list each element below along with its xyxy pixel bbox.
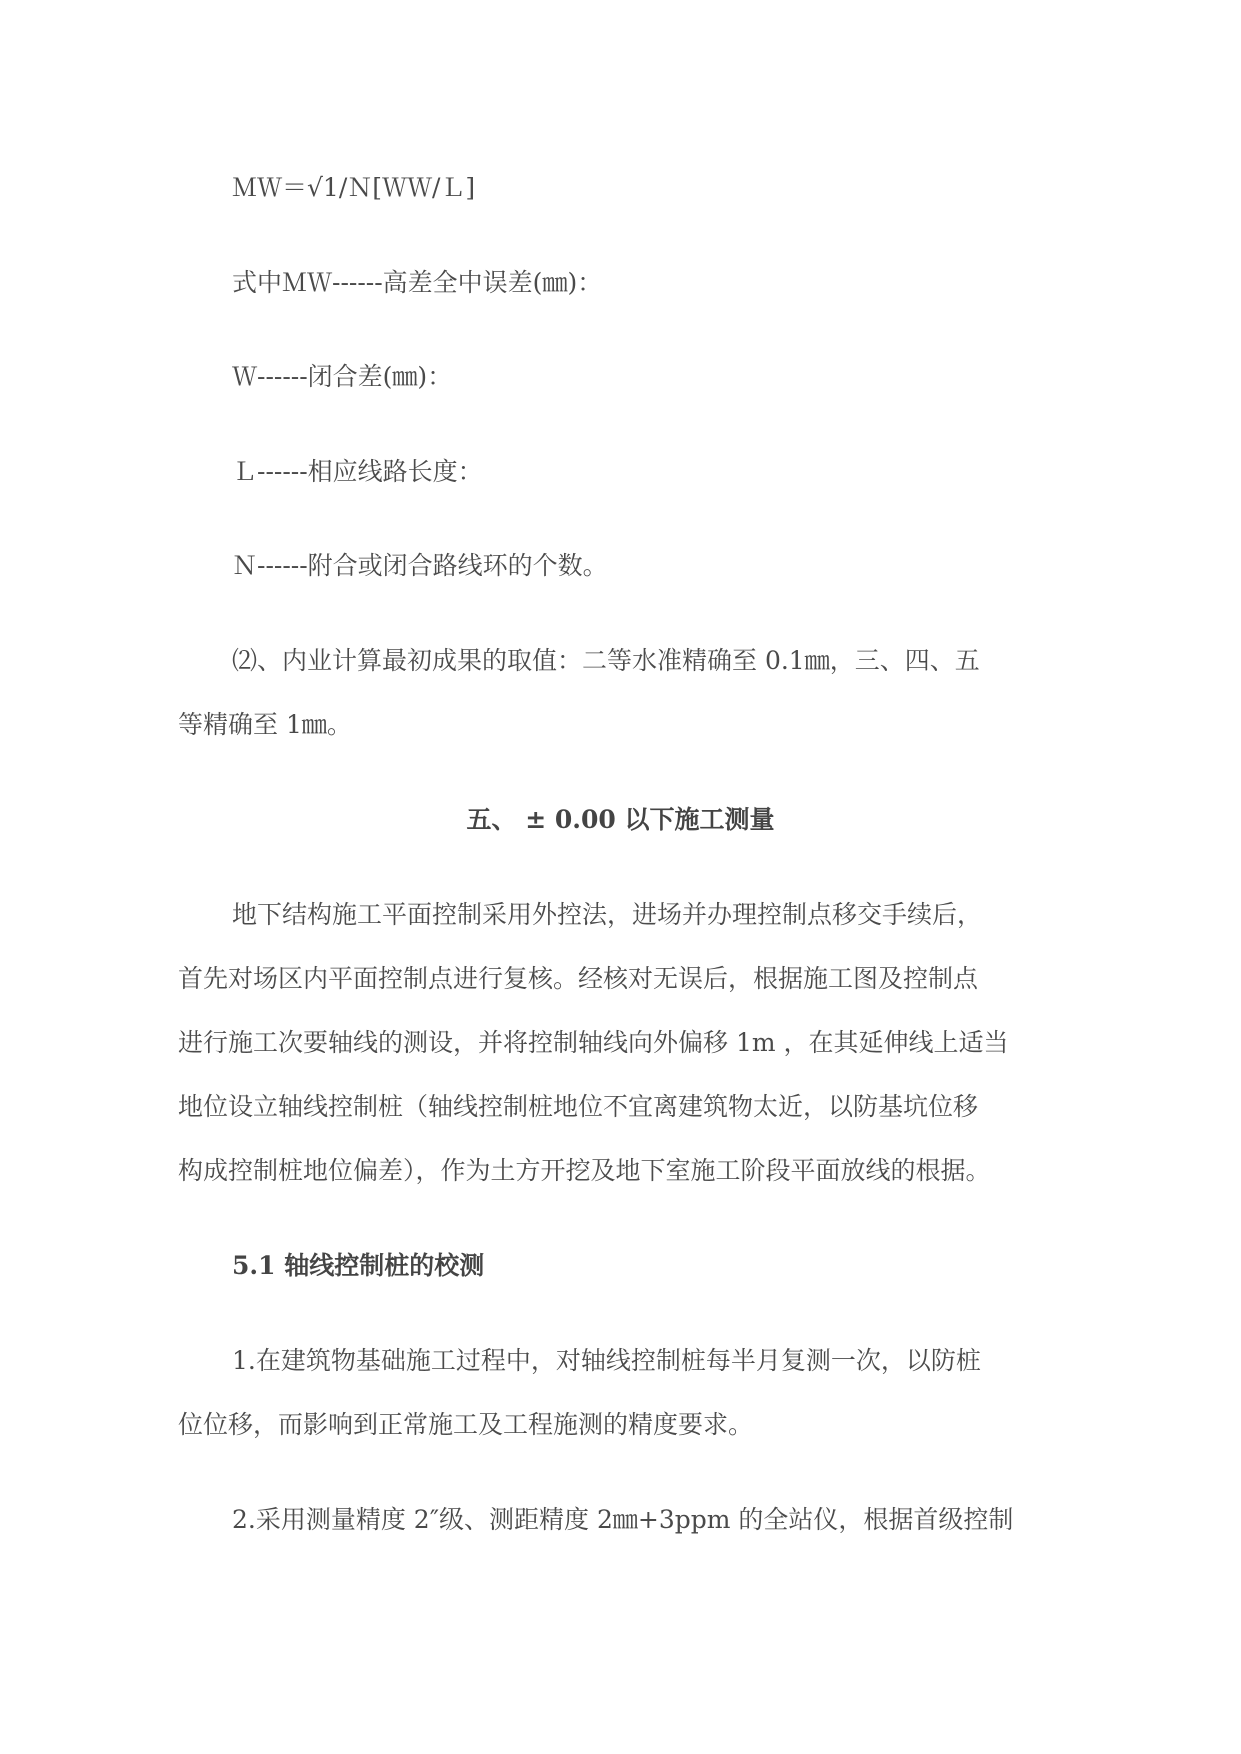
- formula-equation: ＭＷ＝√1/Ｎ[ＷＷ/Ｌ]: [232, 173, 476, 202]
- point-line: 位位移，而影响到正常施工及工程施测的精度要求。: [178, 1410, 754, 1439]
- paragraph-line: 地下结构施工平面控制采用外控法，进场并办理控制点移交手续后，: [232, 900, 983, 929]
- item2-line1: ⑵、内业计算最初成果的取值：二等水准精确至 0.1㎜，三、四、五: [232, 646, 980, 675]
- definition-w: Ｗ------闭合差(㎜)：: [232, 362, 453, 391]
- section-5-title: 五、 ± 0.00 以下施工测量: [466, 805, 775, 834]
- section-5-1-point-2: 2.采用测量精度 2″级、测距精度 2㎜+3ppm 的全站仪，根据首级控制: [232, 1505, 1014, 1534]
- paragraph-line: 构成控制桩地位偏差），作为土方开挖及地下室施工阶段平面放线的根据。: [178, 1156, 991, 1185]
- paragraph-line: 地位设立轴线控制桩（轴线控制桩地位不宜离建筑物太近，以防基坑位移: [178, 1092, 979, 1121]
- section-5-1-title: 5.1 轴线控制桩的校测: [232, 1251, 485, 1280]
- point-line: 1.在建筑物基础施工过程中，对轴线控制桩每半月复测一次，以防桩: [232, 1346, 981, 1375]
- item2-line2: 等精确至 1㎜。: [178, 710, 352, 739]
- paragraph-line: 首先对场区内平面控制点进行复核。经核对无误后，根据施工图及控制点: [178, 964, 979, 993]
- definition-mw: 式中ＭＷ------高差全中误差(㎜)：: [232, 268, 603, 297]
- definition-n: Ｎ------附合或闭合路线环的个数。: [232, 551, 608, 580]
- definition-l: Ｌ------相应线路长度：: [232, 457, 483, 486]
- paragraph-line: 进行施工次要轴线的测设，并将控制轴线向外偏移 1m ，在其延伸线上适当: [178, 1028, 1009, 1057]
